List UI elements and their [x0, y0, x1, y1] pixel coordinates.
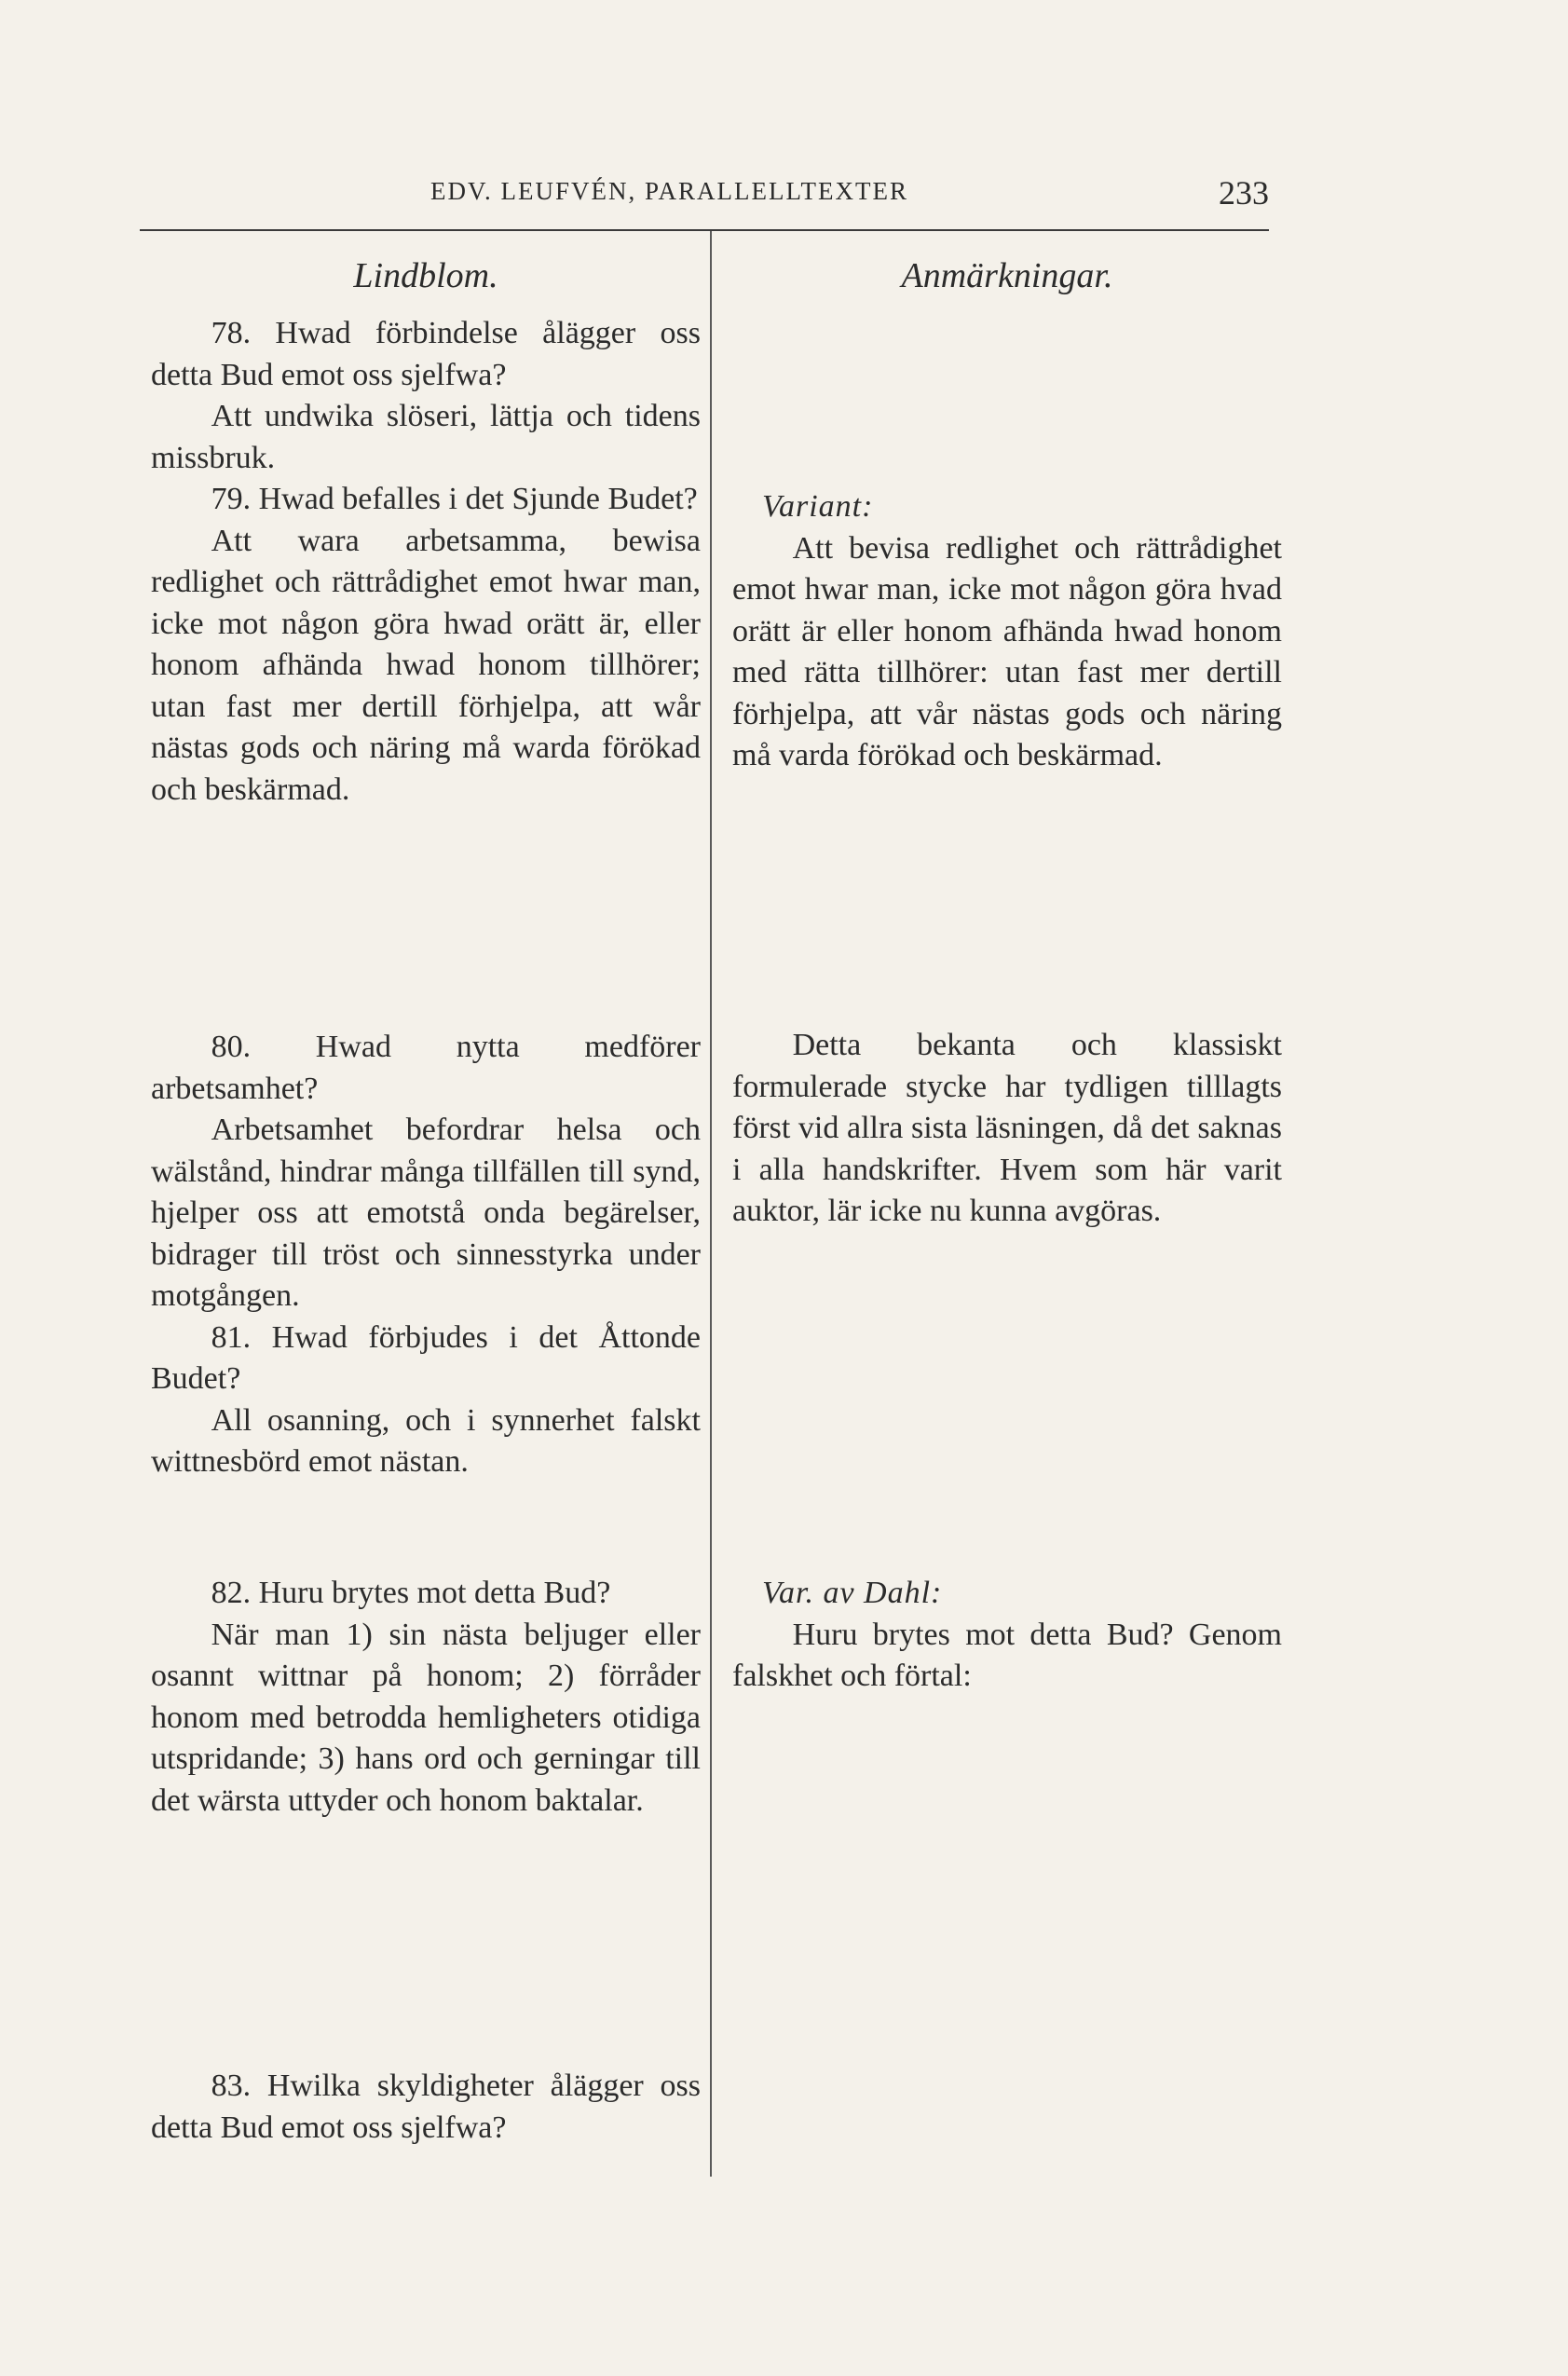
answer-81: All osanning, och i synnerhet falskt wittnesbörd emot nästan.	[151, 1402, 701, 1479]
page-number: 233	[1219, 174, 1269, 212]
classical-note-text: Detta bekanta och klassiskt formulerade stycke har tydligen tilllagts först vid allra sista läsningen, då det saknas i alla handskrifter. Hvem som här varit auktor, lär icke nu kunna avgöras.	[732, 1028, 1282, 1228]
column-divider	[710, 231, 712, 2177]
question-79: 79. Hwad befalles i det Sjunde Budet?	[211, 482, 698, 516]
left-section-80-81	[151, 1027, 701, 1483]
question-83: 83. Hwilka skyldigheter ålägger oss detta Bud emot oss sjelfwa?	[151, 2069, 701, 2145]
question-80: 80. Hwad nytta medförer arbetsamhet?	[151, 1030, 701, 1106]
page-header	[140, 173, 1269, 231]
question-81: 81. Hwad förbjudes i det Åttonde Budet?	[151, 1319, 701, 1396]
left-section-83	[151, 2066, 701, 2149]
left-section-82	[151, 1573, 701, 1822]
left-heading: Lindblom.	[353, 256, 498, 295]
right-note-variant	[732, 486, 1282, 777]
right-note-dahl	[732, 1573, 1282, 1698]
question-78: 78. Hwad förbindelse ålägger oss detta Bud emot oss sjelfwa?	[151, 316, 701, 392]
variant-text: Att bevisa redlighet och rättrådighet emot hwar man, icke mot någon göra hvad orätt är eller honom afhända hwad honom med rätta tillhörer: utan fast mer dertill förhjelpa, att vår nästas gods och näring må varda förökad och beskärmad.	[732, 530, 1282, 772]
answer-80: Arbetsamhet befordrar helsa och wälstånd, hindrar många tillfällen till synd, hjelper oss att emotstå onda begärelser, bidrager till tröst och sinnesstyrka under motgången.	[151, 1113, 701, 1313]
right-heading: Anmärkningar.	[901, 256, 1113, 295]
dahl-label: Var. av Dahl:	[762, 1576, 943, 1610]
answer-79: Att wara arbetsamma, bewisa redlighet och rättrådighet emot hwar man, icke mot någon göra hwad orätt är, eller honom afhända hwad honom tillhörer; utan fast mer dertill förhjelpa, att wår nästas gods och näring må warda förökad och beskärmad.	[151, 523, 701, 807]
right-column-header	[732, 255, 1282, 296]
dahl-variant-text: Huru brytes mot detta Bud? Genom falskhet och förtal:	[732, 1617, 1282, 1693]
left-column-header	[151, 255, 701, 296]
right-note-classical	[732, 1025, 1282, 1233]
left-section-78-79	[151, 313, 701, 811]
variant-label: Variant:	[762, 489, 874, 524]
answer-82: När man 1) sin nästa beljuger eller osannt wittnar på honom; 2) förråder honom med betrodda hemligheters otidiga utspridande; 3) hans ord och gerningar till det wärsta uttyder och honom baktalar.	[151, 1617, 701, 1818]
running-head: EDV. LEUFVÉN, PARALLELLTEXTER	[430, 177, 909, 205]
question-82: 82. Huru brytes mot detta Bud?	[211, 1576, 611, 1610]
answer-78: Att undwika slöseri, lättja och tidens missbruk.	[151, 399, 701, 475]
